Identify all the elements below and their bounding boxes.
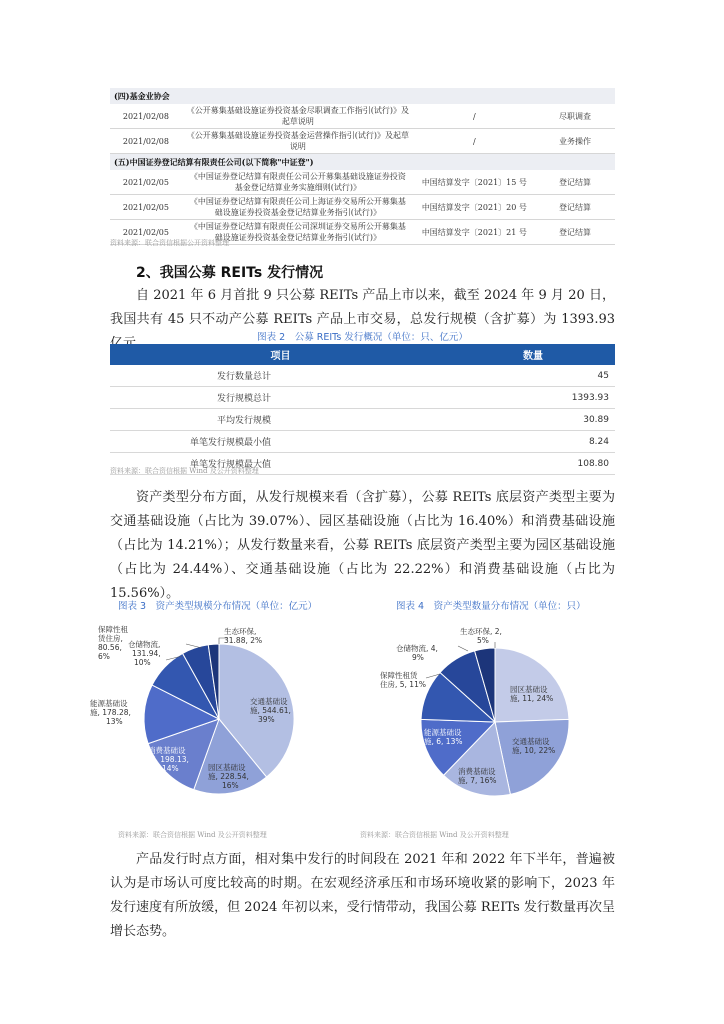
table-section-header: (五)中国证券登记结算有限责任公司(以下简称"中证登") <box>110 154 615 171</box>
paragraph: 资产类型分布方面，从发行规模来看（含扩募），公募 REITs 底层资产类型主要为交通基础设施（占比为 39.07%）、园区基础设施（占比为 16.40%）和消费基础设施（占比为 14.21%）；从发行数量来看，公募 REITs 底层资产类型主要为园区基础设施（占比为 24.44%）、交通基础设施（占比为 22.22%）和消费基础设施（占比为 15.56%）。 <box>110 490 615 601</box>
chart3-caption: 图表 3 资产类型规模分布情况（单位：亿元） <box>118 601 318 612</box>
label-ny: 能源基础设施, 6, 13% <box>424 728 463 746</box>
paragraph: 产品发行时点方面，相对集中发行的时间段在 2021 年和 2022 年下半年，普遍被认为是市场认可度比较高的时期。在宏观经济承压和市场环境收紧的影响下，2023 年发行速度有所放缓，但 2024 年初以来，受行情带动，我国公募 REITs 发行数量再次呈增长态势。 <box>110 852 615 939</box>
label-st: 生态环保, 31.88, 2% <box>224 627 263 645</box>
leader-line <box>458 646 468 651</box>
table-row: 单笔发行规模最大值 108.80 <box>110 453 615 475</box>
label-cc: 仓储物流, 4, 9% <box>396 644 438 662</box>
label-xf: 消费基础设施, 198.13, 14% <box>148 746 189 773</box>
label-jt: 交通基础设施, 10, 22% <box>512 737 556 755</box>
table-header-row <box>110 344 615 365</box>
label-yq: 园区基础设施, 228.54, 16% <box>208 763 249 790</box>
count-pie-chart <box>350 618 580 810</box>
column-header-item: 项目 <box>110 344 451 365</box>
regulation-table <box>110 88 615 245</box>
table-row: 2021/02/05 《中国证券登记结算有限责任公司深圳证券交易所公开募集基础设施证券投资基金登记结算业务指引(试行)》 中国结算发字〔2021〕21 号 登记结算 <box>110 220 615 245</box>
leader-line <box>186 644 202 648</box>
section-heading: 2、我国公募 REITs 发行情况 <box>136 265 324 281</box>
table-row: 2021/02/08 《公开募集基础设施证券投资基金运营操作指引(试行)》及起草说明 / 业务操作 <box>110 129 615 154</box>
table-row: 2021/02/08 《公开募集基础设施证券投资基金尽职调查工作指引(试行)》及起草说明 / 尽职调查 <box>110 104 615 129</box>
label-bz: 保障性租赁住房, 5, 11% <box>380 671 426 689</box>
label-ny: 能源基础设施, 178.28, 13% <box>90 699 131 726</box>
table2-caption: 图表 2 公募 REITs 发行概况（单位：只、亿元） <box>257 332 468 343</box>
label-yq: 园区基础设施, 11, 24% <box>510 685 554 703</box>
label-xf: 消费基础设施, 7, 16% <box>458 767 497 785</box>
chart4-source-note: 资料来源：联合资信根据 Wind 及公开资料整理 <box>360 831 509 839</box>
table-source-note: 资料来源：联合资信根据 Wind 及公开资料整理 <box>110 467 259 475</box>
issuance-summary-table <box>110 344 615 475</box>
label-bz: 保障性租赁住房, 80.56, 6% <box>98 625 128 661</box>
table-row: 发行数量总计 45 <box>110 365 615 387</box>
scale-pie-chart <box>90 612 350 812</box>
table-section-header: (四)基金业协会 <box>110 88 615 104</box>
column-header-value: 数量 <box>451 344 615 365</box>
table-row: 单笔发行规模最小值 8.24 <box>110 431 615 453</box>
paragraph: 自 2021 年 6 月首批 9 只公募 REITs 产品上市以来，截至 2024 年 9 月 20 日，我国共有 45 只不动产公募 REITs 产品上市交易，总发行规模（含扩募）为 1393.93 <box>110 288 615 327</box>
table-row: 2021/02/05 《中国证券登记结算有限责任公司上海证券交易所公开募集基础设施证券投资基金登记结算业务指引(试行)》 中国结算发字〔2021〕20 号 登记结算 <box>110 195 615 220</box>
table-source-note: 资料来源：联合资信根据公开资料整理 <box>110 239 229 247</box>
chart3-source-note: 资料来源：联合资信根据 Wind 及公开资料整理 <box>118 831 267 839</box>
table-row: 发行规模总计 1393.93 <box>110 387 615 409</box>
label-jt: 交通基础设施, 544.61, 39% <box>250 697 291 724</box>
chart4-caption: 图表 4 资产类型数量分布情况（单位：只） <box>396 601 586 612</box>
table-row: 2021/02/05 《中国证券登记结算有限责任公司公开募集基础设施证券投资基金登记结算业务实施细则(试行)》 中国结算发字〔2021〕15 号 登记结算 <box>110 170 615 195</box>
label-cc: 仓储物流, 131.94, 10% <box>128 640 161 667</box>
label-st: 生态环保, 2, 5% <box>460 627 502 645</box>
table-row: 平均发行规模 30.89 <box>110 409 615 431</box>
